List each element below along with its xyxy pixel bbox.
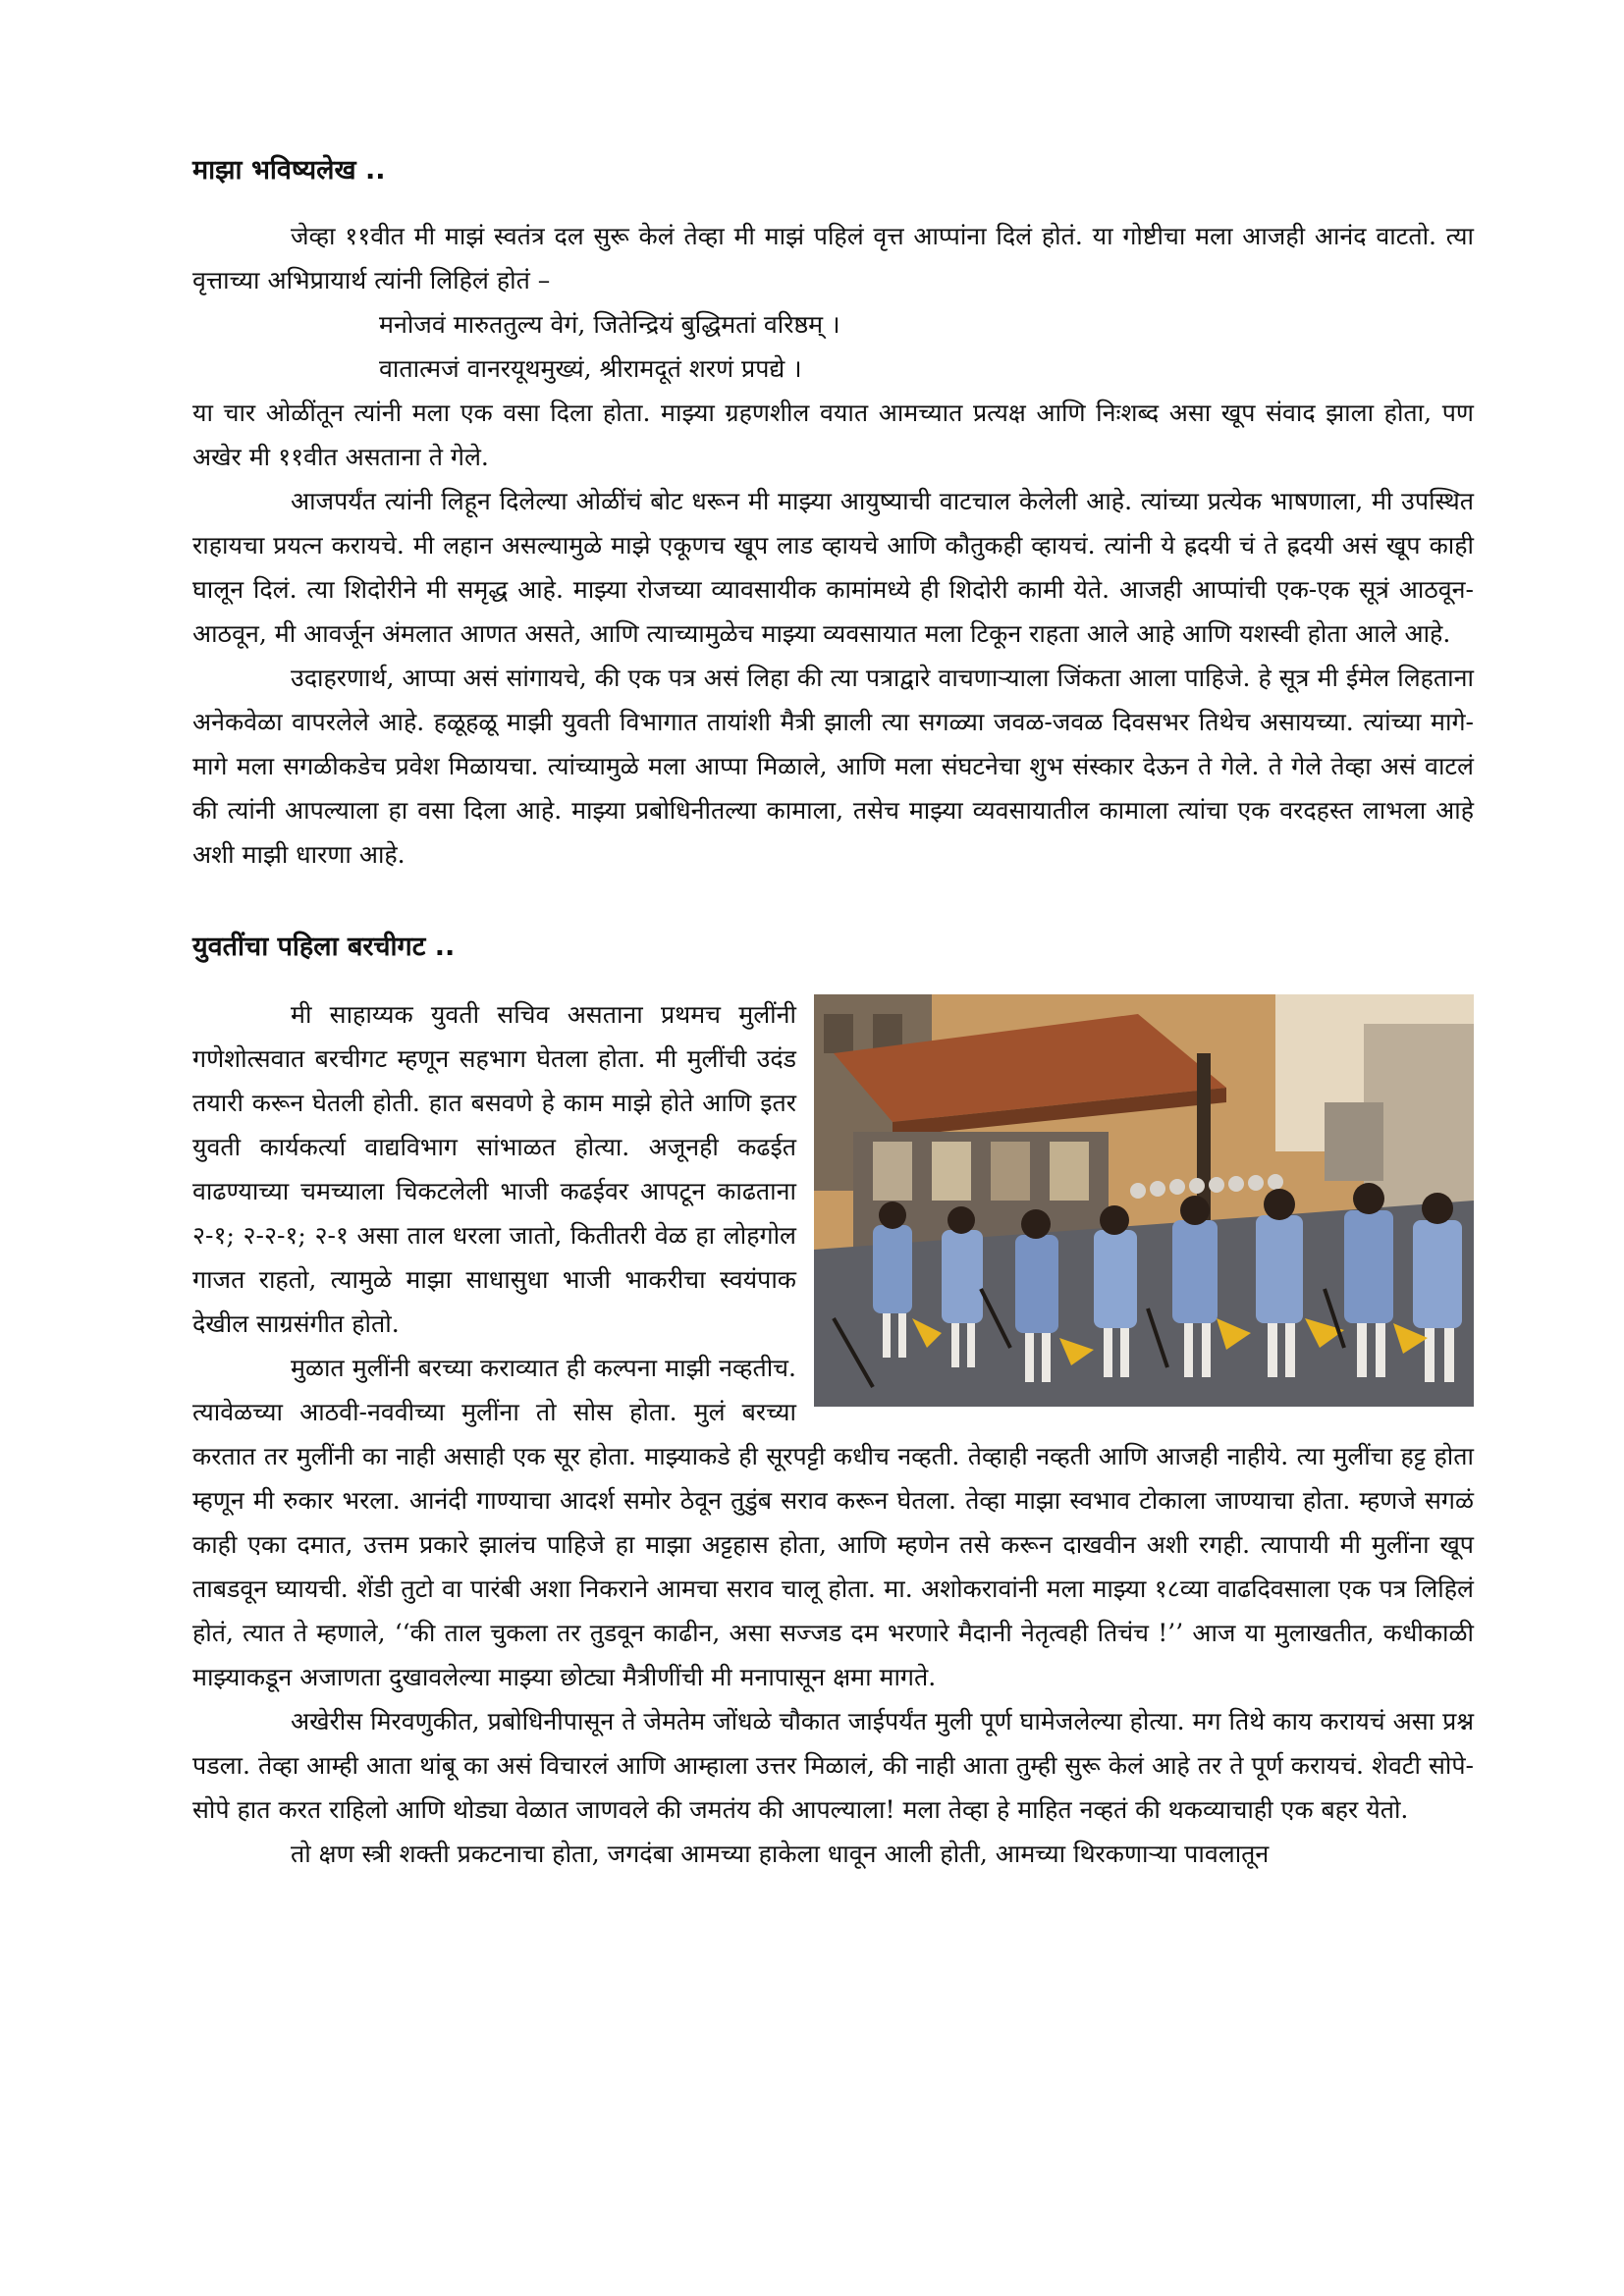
verse-line: वातात्मजं वानरयूथमुख्यं, श्रीरामदूतं शरणं प्रपद्ये ।: [379, 354, 802, 383]
paragraph: जेव्हा ११वीत मी माझं स्वतंत्र दल सुरू केलं तेव्हा मी माझं पहिलं वृत्त आप्पांना दिलं होतं. या गोष्टीचा मला आजही आनंद वाटतो. त्या वृत्ताच्या अभिप्रायार्थ त्यांनी लिहिलं होतं –: [192, 222, 1474, 294]
paragraph: मुळात मुलींनी बरच्या कराव्यात ही कल्पना माझी नव्हतीच. त्यावेळच्या आठवी-नववीच्या मुलींना तो सोस होता. मुलं बरच्या करतात तर मुलींनी का नाही असाही एक सूर होता. माझ्याकडे ही सूरपट्टी कधीच नव्हती. तेव्हाही नव्हती आणि आजही नाहीये. त्या मुलींचा हट्ट होता म्हणून मी रुकार भरला. आनंदी गाण्याचा आदर्श समोर ठेवून तुडुंब सराव करून घेतला. तेव्हा माझा स्वभाव टोकाला जाण्याचा होता. म्हणजे सगळं काही एका दमात, उत्तम प्रकारे झालंच पाहिजे हा माझा अट्टहास होता, आणि म्हणेन तसे करून दाखवीन अशी रगही. त्यापायी मी मुलींना खूप ताबडवून घ्यायची. शेंडी तुटो वा पारंबी अशा निकराने आमचा सराव चालू होता. मा. अशोकरावांनी मला माझ्या १८व्या वाढदिवसाला एक पत्र लिहिलं होतं, त्यात ते म्हणाले, ‘‘की ताल चुकला तर तुडवून काढीन, असा सज्जड दम भरणारे मैदानी नेतृत्वही तिचंच !’’ आज या मुलाखतीत, कधीकाळी माझ्याकडून अजाणता दुखावलेल्या माझ्या छोट्या मैत्रीणींची मी मनापासून क्षमा मागते.: [192, 1354, 1474, 1691]
paragraph: उदाहरणार्थ, आप्पा असं सांगायचे, की एक पत्र असं लिहा की त्या पत्राद्वारे वाचणाऱ्याला जिंकता आला पाहिजे. हे सूत्र मी ईमेल लिहताना अनेकवेळा वापरलेले आहे. हळूहळू माझी युवती विभागात तायांशी मैत्री झाली त्या सगळ्या जवळ-जवळ दिवसभर तिथेच असायच्या. त्यांच्या मागे-मागे मला सगळीकडेच प्रवेश मिळायचा. त्यांच्यामुळे मला आप्पा मिळाले, आणि मला संघटनेचा शुभ संस्कार देऊन ते गेले. ते गेले तेव्हा असं वाटलं की त्यांनी आपल्याला हा वसा दिला आहे. माझ्या प्रबोधिनीतल्या कामाला, तसेच माझ्या व्यवसायातील कामाला त्यांचा एक वरदहस्त लाभला आहे अशी माझी धारणा आहे.: [192, 664, 1474, 869]
paragraph: तो क्षण स्त्री शक्ती प्रकटनाचा होता, जगदंबा आमच्या हाकेला धावून आली होती, आमच्या थिरकणाऱ्या पावलातून: [291, 1840, 1270, 1868]
procession-photo: [814, 994, 1474, 1407]
paragraph: मी साहाय्यक युवती सचिव असताना प्रथमच मुलींनी गणेशोत्सवात बरचीगट म्हणून सहभाग घेतला होता. मी मुलींची उदंड तयारी करून घेतली होती. हात बसवणे हे काम माझे होते आणि इतर युवती कार्यकर्त्या वाद्यविभाग सांभाळत होत्या. अजूनही कढईत वाढण्याच्या चमच्याला चिकटलेली भाजी कढईवर आपटून काढताना २-१; २-२-१; २-१ असा ताल धरला जातो, कितीतरी वेळ हा लोहगोल गाजत राहतो, त्यामुळे माझा साधासुधा भाजी भाकरीचा स्वयंपाक देखील साग्रसंगीत होतो.: [192, 1000, 796, 1338]
verse-line: मनोजवं मारुततुल्य वेगं, जितेन्द्रियं बुद्धिमतां वरिष्ठम् ।: [379, 310, 840, 339]
document-page: [192, 147, 1474, 1876]
section-title-barchi-group: युवतींचा पहिला बरचीगट ..: [192, 932, 456, 962]
paragraph: आजपर्यंत त्यांनी लिहून दिलेल्या ओळींचं बोट धरून मी माझ्या आयुष्याची वाटचाल केलेली आहे. त्यांच्या प्रत्येक भाषणाला, मी उपस्थित राहायचा प्रयत्न करायचे. मी लहान असल्यामुळे माझे एकूणच खूप लाड व्हायचे आणि कौतुकही व्हायचं. त्यांनी ये ह्रदयी चं ते ह्रदयी असं खूप काही घालून दिलं. त्या शिदोरीने मी समृद्ध आहे. माझ्या रोजच्या व्यावसायीक कामांमध्ये ही शिदोरी कामी येते. आजही आप्पांची एक-एक सूत्रं आठवून-आठवून, मी आवर्जून अंमलात आणत असते, आणि त्याच्यामुळेच माझ्या व्यवसायात मला टिकून राहता आले आहे आणि यशस्वी होता आले आहे.: [192, 487, 1474, 648]
paragraph: अखेरीस मिरवणुकीत, प्रबोधिनीपासून ते जेमतेम जोंधळे चौकात जाईपर्यंत मुली पूर्ण घामेजलेल्या होत्या. मग तिथे काय करायचं असा प्रश्न पडला. तेव्हा आम्ही आता थांबू का असं विचारलं आणि आम्हाला उत्तर मिळालं, की नाही आता तुम्ही सुरू केलं आहे तर ते पूर्ण करायचं. शेवटी सोपे-सोपे हात करत राहिलो आणि थोड्या वेळात जाणवले की जमतंय की आपल्याला! मला तेव्हा हे माहित नव्हतं की थकव्याचाही एक बहर येतो.: [192, 1707, 1474, 1824]
paragraph: या चार ओळींतून त्यांनी मला एक वसा दिला होता. माझ्या ग्रहणशील वयात आमच्यात प्रत्यक्ष आणि निःशब्द असा खूप संवाद झाला होता, पण अखेर मी ११वीत असताना ते गेले.: [192, 399, 1474, 471]
section-title-future-writing: माझा भविष्यलेख ..: [192, 155, 386, 186]
